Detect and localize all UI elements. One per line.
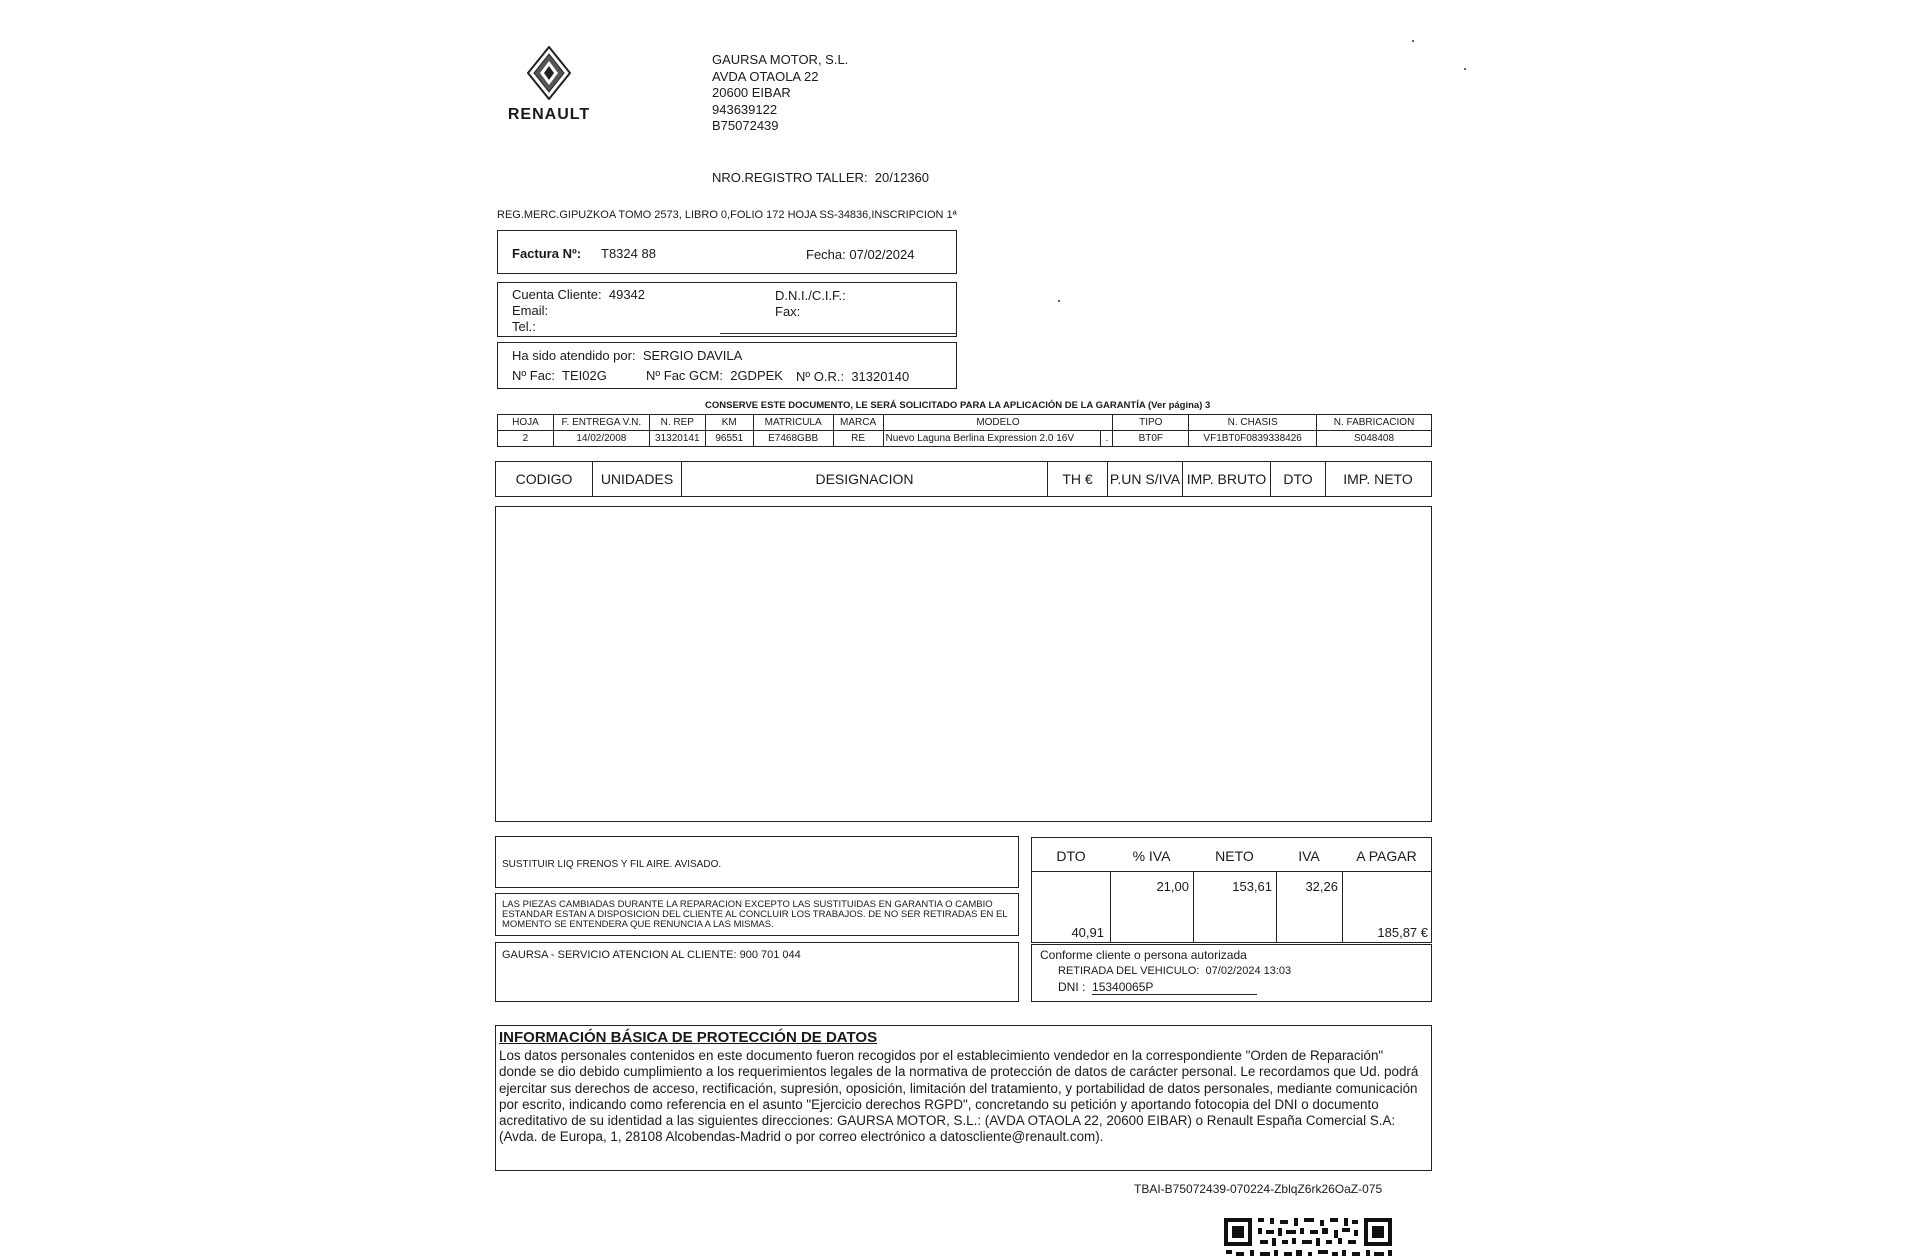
tbai-code: TBAI-B75072439-070224-ZblqZ6rk26OaZ-075: [1134, 1182, 1383, 1196]
totals-h-neto: NETO: [1215, 848, 1254, 864]
nfac-gcm-label: Nº Fac GCM:: [646, 368, 723, 383]
dni-value: 15340065P: [1092, 980, 1257, 995]
data-protection-title: INFORMACIÓN BÁSICA DE PROTECCIÓN DE DATOS: [499, 1029, 878, 1046]
cell-sep: .: [1101, 431, 1113, 447]
factura-number: T8324 88: [601, 246, 656, 261]
dni-label: DNI :: [1058, 980, 1086, 994]
registro-taller: [712, 170, 929, 185]
col-unidades: UNIDADES: [593, 462, 682, 496]
nfac-gcm: [646, 368, 783, 383]
cell-modelo: Nuevo Laguna Berlina Expression 2.0 16V: [883, 431, 1101, 447]
totals-h-pct-iva: % IVA: [1132, 848, 1171, 864]
renault-diamond-icon: [527, 46, 571, 100]
line-items-body: [495, 506, 1432, 822]
totals-dto: 40,91: [1071, 925, 1104, 940]
th-matricula: MATRICULA: [753, 415, 833, 431]
nfac-gcm-value: 2GDPEK: [730, 368, 783, 383]
conforme-title: Conforme cliente o persona autorizada: [1040, 948, 1247, 962]
nfac: [512, 368, 607, 383]
factura-date: [806, 247, 914, 262]
dni-row: [1058, 980, 1257, 995]
cell-chasis: VF1BT0F0839338426: [1189, 431, 1317, 447]
company-line: AVDA OTAOLA 22: [712, 68, 819, 84]
cuenta-label: Cuenta Cliente:: [512, 287, 602, 302]
registro-value: 20/12360: [874, 170, 930, 185]
qr-code-icon: [1224, 1218, 1394, 1260]
totals-box: [1031, 837, 1432, 943]
or-label: Nº O.R.:: [796, 369, 845, 384]
col-dto: DTO: [1271, 462, 1326, 496]
or-value: 31320140: [851, 369, 910, 384]
totals-apagar: 185,87 €: [1377, 925, 1428, 940]
totals-h-iva: IVA: [1298, 848, 1320, 864]
totals-h-dto: DTO: [1056, 848, 1086, 864]
or-number: [796, 369, 909, 384]
th-km: KM: [705, 415, 753, 431]
atendido-label: Ha sido atendido por:: [512, 348, 636, 363]
registro-label: NRO.REGISTRO TALLER:: [712, 170, 868, 185]
note-box-work: [495, 836, 1019, 888]
renault-logo: [494, 46, 604, 136]
totals-h-apagar: A PAGAR: [1356, 848, 1417, 864]
tel-label: Tel.:: [512, 319, 536, 334]
cell-tipo: BT0F: [1113, 431, 1189, 447]
company-line: 943639122: [712, 101, 778, 117]
cell-hoja: 2: [498, 431, 554, 447]
dni-cif-label: D.N.I./C.I.F.:: [775, 288, 846, 303]
vehicle-table: [497, 414, 1432, 447]
divider: [720, 333, 956, 334]
cuenta-cliente: [512, 287, 645, 302]
nfac-value: TEI02G: [562, 368, 607, 383]
atendido-box: [497, 342, 957, 389]
totals-iva: 32,26: [1305, 879, 1338, 894]
col-imp-neto: IMP. NETO: [1343, 471, 1413, 487]
fax-label: Fax:: [775, 304, 801, 319]
th-chasis: N. CHASIS: [1189, 415, 1317, 431]
th-modelo: MODELO: [883, 415, 1113, 431]
atendido-name: SERGIO DAVILA: [642, 348, 743, 363]
vehicle-table-row: [498, 431, 1432, 447]
col-codigo: CODIGO: [496, 462, 593, 496]
company-line: B75072439: [712, 118, 779, 133]
data-protection-text: Los datos personales contenidos en este documento fueron recogidos por el establecimiento vendedor en la correspondiente "Orden de Reparación" donde se dio debido cumplimiento a los requerimientos legales de la normativa de protección de datos de carácter personal. Le recordamos que Ud. podrá ejercitar sus derechos de acceso, rectificación, supresión, oposición, limitación del tratamiento, y portabilidad de datos personales, mediante comunicación por escrito, indicando como referencia en el asunto "Ejercicio derechos RGPD", concretando su petición y aportando fotocopia del DNI o documento acreditativo de su identidad a las siguientes direcciones: GAURSA MOTOR, S.L.: (AVDA OTAOLA 22, 20600 EIBAR) o Renault España Comercial S.A: (Avda. de Europa, 1, 28108 Alcobendas-Madrid o por correo electrónico a datoscliente@renault.com).: [499, 1048, 1419, 1145]
cuenta-value: 49342: [608, 287, 646, 302]
col-designacion: DESIGNACION: [682, 462, 1048, 496]
nfac-label: Nº Fac:: [512, 368, 556, 383]
vehicle-table-header: [498, 415, 1432, 431]
email-label: Email:: [512, 303, 549, 318]
scan-speck: [1464, 68, 1466, 70]
retirada-label: RETIRADA DEL VEHICULO:: [1058, 965, 1200, 977]
col-imp-bruto: IMP. BRUTO: [1183, 462, 1271, 496]
cell-km: 96551: [705, 431, 753, 447]
retirada-row: [1058, 965, 1291, 977]
th-entrega: F. ENTREGA V.N.: [553, 415, 649, 431]
note-parts-text: LAS PIEZAS CAMBIADAS DURANTE LA REPARACION EXCEPTO LAS SUSTITUIDAS EN GARANTIA O CAMBIO ESTANDAR ESTAN A DISPOSICION DEL CLIENTE AL CONCLUIR LOS TRABAJOS. DE NO SER RETIRADAS EN EL MOMENTO SE ENTENDERA QUE RENUNCIA A LAS MISMAS.: [502, 899, 1008, 930]
th-tipo: TIPO: [1113, 415, 1189, 431]
conserve-notice: CONSERVE ESTE DOCUMENTO, LE SERÁ SOLICITADO PARA LA APLICACIÓN DE LA GARANTÍA (Ver página) 3: [705, 400, 1211, 411]
conforme-box: [1031, 944, 1432, 1002]
note-work-text: SUSTITUIR LIQ FRENOS Y FIL AIRE. AVISADO.: [502, 859, 722, 870]
note-service-text: GAURSA - SERVICIO ATENCION AL CLIENTE: 900 701 044: [502, 949, 801, 961]
cell-entrega: 14/02/2008: [553, 431, 649, 447]
scan-speck: [1058, 300, 1060, 302]
company-address: [712, 52, 848, 135]
totals-neto: 153,61: [1232, 879, 1272, 894]
col-th-euro: TH €: [1048, 462, 1108, 496]
data-protection-box: [495, 1025, 1432, 1171]
company-line: GAURSA MOTOR, S.L.: [712, 52, 849, 67]
cell-marca: RE: [833, 431, 883, 447]
note-box-parts: [495, 893, 1019, 936]
col-pun-siva: P.UN S/IVA: [1108, 462, 1183, 496]
line-items-header: [495, 461, 1432, 497]
cell-nrep: 31320141: [649, 431, 705, 447]
brand-name: RENAULT: [507, 106, 591, 123]
th-hoja: HOJA: [498, 415, 554, 431]
fecha-label: Fecha:: [806, 247, 846, 262]
th-nrep: N. REP: [649, 415, 705, 431]
th-marca: MARCA: [833, 415, 883, 431]
note-box-service: [495, 942, 1019, 1002]
company-line: 20600 EIBAR: [712, 85, 791, 100]
totals-pct-iva: 21,00: [1156, 879, 1189, 894]
scan-speck: [1412, 40, 1414, 42]
reg-merc: REG.MERC.GIPUZKOA TOMO 2573, LIBRO 0,FOLIO 172 HOJA SS-34836,INSCRIPCION 1ª: [497, 209, 957, 221]
th-fabricacion: N. FABRICACION: [1317, 415, 1432, 431]
cell-fabricacion: S048408: [1317, 431, 1432, 447]
cell-matricula: E7468GBB: [753, 431, 833, 447]
divider: [1032, 871, 1431, 872]
fecha-value: 07/02/2024: [849, 247, 915, 262]
atendido-row: [512, 348, 742, 363]
factura-box: [497, 230, 957, 274]
cliente-box: [497, 282, 957, 337]
factura-label: Factura Nº:: [512, 246, 582, 261]
retirada-value: 07/02/2024 13:03: [1205, 965, 1292, 977]
